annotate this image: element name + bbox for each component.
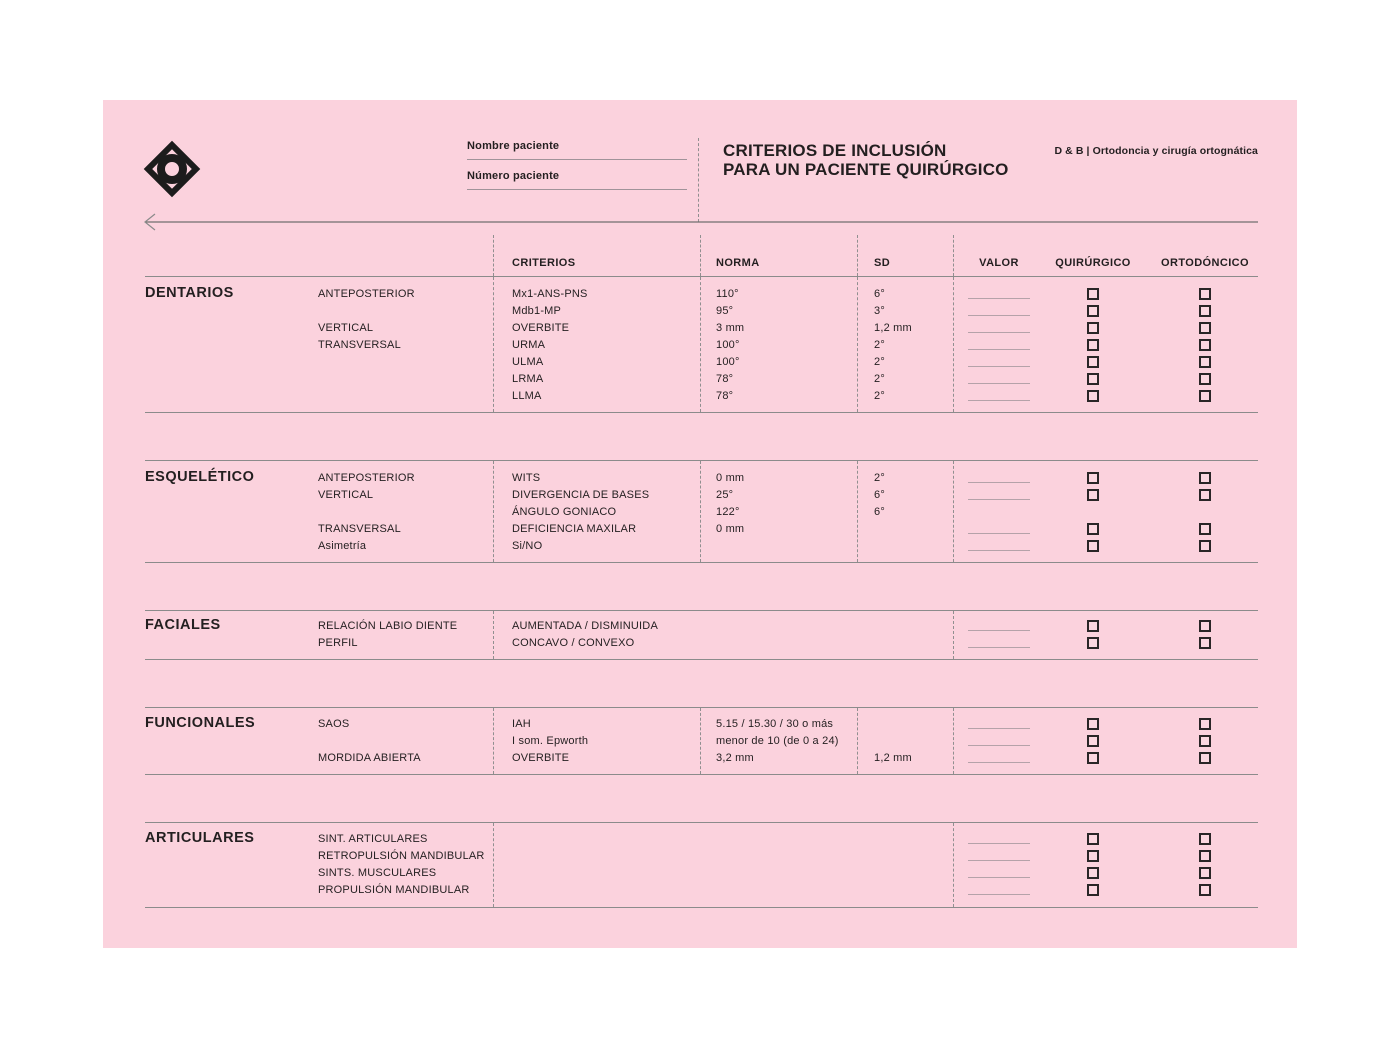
quirurgico-checkbox[interactable] xyxy=(1087,540,1099,552)
criterio-label: AUMENTADA / DISMINUIDA xyxy=(512,620,658,632)
ortodoncico-checkbox[interactable] xyxy=(1199,850,1211,862)
criterio-label: LLMA xyxy=(512,390,542,402)
valor-input[interactable] xyxy=(968,533,1030,534)
subcategory-label: TRANSVERSAL xyxy=(318,523,401,535)
section-rows xyxy=(145,708,1258,767)
table-header xyxy=(145,235,1258,276)
section-funcionales xyxy=(145,707,1258,775)
subcategory-label: SAOS xyxy=(318,718,350,730)
section-esqueletico xyxy=(145,460,1258,563)
valor-input[interactable] xyxy=(968,894,1030,895)
criterio-label: DEFICIENCIA MAXILAR xyxy=(512,523,637,535)
diamond-ring-logo-icon xyxy=(143,140,201,198)
norma-value: 95° xyxy=(716,305,734,317)
subcategory-label: Asimetría xyxy=(318,540,367,552)
ortodoncico-checkbox[interactable] xyxy=(1199,356,1211,368)
column-header-sd: SD xyxy=(874,257,891,269)
patient-name-field xyxy=(467,140,687,160)
column-header-norma: NORMA xyxy=(716,257,760,269)
table-row xyxy=(145,470,1258,487)
dashed-divider xyxy=(953,235,954,276)
ortodoncico-checkbox[interactable] xyxy=(1199,833,1211,845)
patient-name-input[interactable] xyxy=(467,159,687,160)
subcategory-label: VERTICAL xyxy=(318,322,374,334)
sd-value: 2° xyxy=(874,472,885,484)
sd-value: 6° xyxy=(874,489,885,501)
sd-value: 2° xyxy=(874,373,885,385)
patient-name-label: Nombre paciente xyxy=(467,140,560,152)
norma-value: 110° xyxy=(716,288,739,300)
sd-value: 2° xyxy=(874,356,885,368)
ortodoncico-checkbox[interactable] xyxy=(1199,620,1211,632)
section-rows xyxy=(145,611,1258,652)
valor-input[interactable] xyxy=(968,550,1030,551)
valor-input[interactable] xyxy=(968,630,1030,631)
valor-input[interactable] xyxy=(968,400,1030,401)
ortodoncico-checkbox[interactable] xyxy=(1199,540,1211,552)
criterio-label: LRMA xyxy=(512,373,544,385)
norma-value: 100° xyxy=(716,356,740,368)
quirurgico-checkbox[interactable] xyxy=(1087,833,1099,845)
table-row xyxy=(145,388,1258,405)
quirurgico-checkbox[interactable] xyxy=(1087,884,1099,896)
norma-value: 3,2 mm xyxy=(716,752,754,764)
criterio-label: OVERBITE xyxy=(512,752,570,764)
subcategory-label: VERTICAL xyxy=(318,489,374,501)
table-row xyxy=(145,635,1258,652)
quirurgico-checkbox[interactable] xyxy=(1087,356,1099,368)
ortodoncico-checkbox[interactable] xyxy=(1199,523,1211,535)
quirurgico-checkbox[interactable] xyxy=(1087,305,1099,317)
table-row xyxy=(145,320,1258,337)
subcategory-label: SINT. ARTICULARES xyxy=(318,833,428,845)
criterio-label: OVERBITE xyxy=(512,322,570,334)
norma-value: 100° xyxy=(716,339,740,351)
valor-input[interactable] xyxy=(968,482,1030,483)
valor-input[interactable] xyxy=(968,843,1030,844)
page-title-line2: PARA UN PACIENTE QUIRÚRGICO xyxy=(723,160,1009,179)
column-header-ortodoncico: ORTODÓNCICO xyxy=(1161,257,1249,269)
valor-input[interactable] xyxy=(968,383,1030,384)
table-row xyxy=(145,538,1258,555)
subcategory-label: MORDIDA ABIERTA xyxy=(318,752,421,764)
criterio-label: Mdb1-MP xyxy=(512,305,562,317)
table-row xyxy=(145,831,1258,848)
ortodoncico-checkbox[interactable] xyxy=(1199,339,1211,351)
ortodoncico-checkbox[interactable] xyxy=(1199,489,1211,501)
table-row xyxy=(145,882,1258,899)
subcategory-label: PERFIL xyxy=(318,637,358,649)
patient-number-field xyxy=(467,170,687,190)
valor-input[interactable] xyxy=(968,860,1030,861)
valor-input[interactable] xyxy=(968,315,1030,316)
quirurgico-checkbox[interactable] xyxy=(1087,752,1099,764)
quirurgico-checkbox[interactable] xyxy=(1087,718,1099,730)
column-header-criterios: CRITERIOS xyxy=(512,257,576,269)
patient-number-label: Número paciente xyxy=(467,170,560,182)
sd-value: 1,2 mm xyxy=(874,322,912,334)
ortodoncico-checkbox[interactable] xyxy=(1199,373,1211,385)
ortodoncico-checkbox[interactable] xyxy=(1199,472,1211,484)
table-row xyxy=(145,716,1258,733)
quirurgico-checkbox[interactable] xyxy=(1087,523,1099,535)
criterio-label: CONCAVO / CONVEXO xyxy=(512,637,635,649)
sd-value: 2° xyxy=(874,390,885,402)
ortodoncico-checkbox[interactable] xyxy=(1199,718,1211,730)
long-left-arrow-icon xyxy=(143,212,1260,232)
criterio-label: I som. Epworth xyxy=(512,735,589,747)
table-row xyxy=(145,504,1258,521)
section-dentarios xyxy=(145,276,1258,413)
quirurgico-checkbox[interactable] xyxy=(1087,867,1099,879)
quirurgico-checkbox[interactable] xyxy=(1087,637,1099,649)
subcategory-label: RELACIÓN LABIO DIENTE xyxy=(318,620,458,632)
quirurgico-checkbox[interactable] xyxy=(1087,390,1099,402)
table-row xyxy=(145,487,1258,504)
section-title: FUNCIONALES xyxy=(145,715,256,731)
norma-value: 5.15 / 15.30 / 30 o más xyxy=(716,718,834,730)
subcategory-label: TRANSVERSAL xyxy=(318,339,401,351)
subcategory-label: PROPULSIÓN MANDIBULAR xyxy=(318,884,470,896)
logo-ring-shape xyxy=(157,154,187,184)
quirurgico-checkbox[interactable] xyxy=(1087,735,1099,747)
quirurgico-checkbox[interactable] xyxy=(1087,489,1099,501)
column-header-valor: VALOR xyxy=(979,257,1019,269)
table-row xyxy=(145,750,1258,767)
criterio-label: DIVERGENCIA DE BASES xyxy=(512,489,650,501)
valor-input[interactable] xyxy=(968,745,1030,746)
dashed-divider xyxy=(857,235,858,276)
sd-value: 1,2 mm xyxy=(874,752,912,764)
subcategory-label: ANTEPOSTERIOR xyxy=(318,288,415,300)
norma-value: menor de 10 (de 0 a 24) xyxy=(716,735,839,747)
sd-value: 6° xyxy=(874,288,885,300)
dashed-divider xyxy=(698,138,699,222)
quirurgico-checkbox[interactable] xyxy=(1087,288,1099,300)
table-row xyxy=(145,865,1258,882)
valor-input[interactable] xyxy=(968,349,1030,350)
criterio-label: Mx1-ANS-PNS xyxy=(512,288,588,300)
criterio-label: Si/NO xyxy=(512,540,543,552)
ortodoncico-checkbox[interactable] xyxy=(1199,735,1211,747)
norma-value: 78° xyxy=(716,373,734,385)
table-row xyxy=(145,286,1258,303)
valor-input[interactable] xyxy=(968,298,1030,299)
page-title xyxy=(723,141,1009,179)
section-title: FACIALES xyxy=(145,617,221,633)
valor-input[interactable] xyxy=(968,877,1030,878)
ortodoncico-checkbox[interactable] xyxy=(1199,322,1211,334)
norma-value: 3 mm xyxy=(716,322,745,334)
ortodoncico-checkbox[interactable] xyxy=(1199,305,1211,317)
section-title: ARTICULARES xyxy=(145,830,255,846)
sd-value: 2° xyxy=(874,339,885,351)
form-card xyxy=(103,100,1297,948)
section-faciales xyxy=(145,610,1258,660)
valor-input[interactable] xyxy=(968,366,1030,367)
valor-input[interactable] xyxy=(968,728,1030,729)
table-row xyxy=(145,521,1258,538)
ortodoncico-checkbox[interactable] xyxy=(1199,752,1211,764)
sd-value: 3° xyxy=(874,305,885,317)
table-row xyxy=(145,733,1258,750)
subcategory-label: RETROPULSIÓN MANDIBULAR xyxy=(318,850,485,862)
section-rows xyxy=(145,461,1258,555)
table-row xyxy=(145,371,1258,388)
quirurgico-checkbox[interactable] xyxy=(1087,322,1099,334)
dashed-divider xyxy=(700,235,701,276)
quirurgico-checkbox[interactable] xyxy=(1087,850,1099,862)
ortodoncico-checkbox[interactable] xyxy=(1199,288,1211,300)
ortodoncico-checkbox[interactable] xyxy=(1199,390,1211,402)
ortodoncico-checkbox[interactable] xyxy=(1199,884,1211,896)
ortodoncico-checkbox[interactable] xyxy=(1199,637,1211,649)
criterio-label: WITS xyxy=(512,472,541,484)
subcategory-label: ANTEPOSTERIOR xyxy=(318,472,415,484)
quirurgico-checkbox[interactable] xyxy=(1087,472,1099,484)
table-row xyxy=(145,848,1258,865)
norma-value: 0 mm xyxy=(716,523,745,535)
page-title-line1: CRITERIOS DE INCLUSIÓN xyxy=(723,141,947,160)
column-header-quirurgico: QUIRÚRGICO xyxy=(1055,257,1131,269)
section-articulares xyxy=(145,822,1258,908)
criterio-label: ULMA xyxy=(512,356,544,368)
valor-input[interactable] xyxy=(968,332,1030,333)
clinic-tagline: D & B | Ortodoncia y cirugía ortognática xyxy=(1054,145,1258,157)
norma-value: 122° xyxy=(716,506,740,518)
quirurgico-checkbox[interactable] xyxy=(1087,620,1099,632)
table-row xyxy=(145,303,1258,320)
patient-number-input[interactable] xyxy=(467,189,687,190)
table-row xyxy=(145,618,1258,635)
quirurgico-checkbox[interactable] xyxy=(1087,339,1099,351)
section-title: DENTARIOS xyxy=(145,285,234,301)
norma-value: 0 mm xyxy=(716,472,745,484)
dashed-divider xyxy=(493,235,494,276)
section-rows xyxy=(145,823,1258,899)
table-row xyxy=(145,337,1258,354)
sd-value: 6° xyxy=(874,506,885,518)
quirurgico-checkbox[interactable] xyxy=(1087,373,1099,385)
criterio-label: URMA xyxy=(512,339,546,351)
section-title: ESQUELÉTICO xyxy=(145,469,255,485)
ortodoncico-checkbox[interactable] xyxy=(1199,867,1211,879)
subcategory-label: SINTS. MUSCULARES xyxy=(318,867,437,879)
valor-input[interactable] xyxy=(968,762,1030,763)
valor-input[interactable] xyxy=(968,647,1030,648)
table-row xyxy=(145,354,1258,371)
valor-input[interactable] xyxy=(968,499,1030,500)
norma-value: 25° xyxy=(716,489,734,501)
norma-value: 78° xyxy=(716,390,734,402)
criterio-label: ÁNGULO GONIACO xyxy=(512,506,617,518)
criterio-label: IAH xyxy=(512,718,531,730)
section-rows xyxy=(145,277,1258,405)
